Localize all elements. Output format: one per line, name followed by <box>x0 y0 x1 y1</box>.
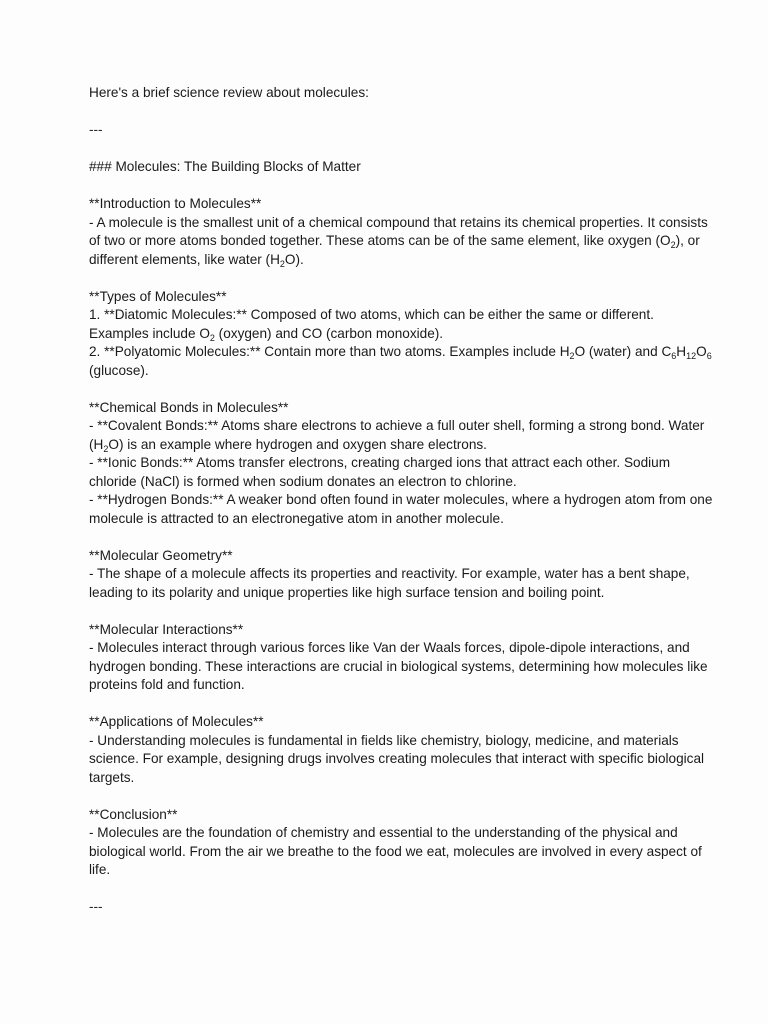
bonds-item-ionic: - **Ionic Bonds:** Atoms transfer electrons, creating charged ions that attract each other. Sodium chloride (NaCl) is formed when sodium donates an electron to chlorine. <box>89 455 671 489</box>
types-item-diatomic: 1. **Diatomic Molecules:** Composed of two atoms, which can be either the same or different. Examples include $O_2$ (oxygen) and CO (carbon monoxide). <box>89 307 654 343</box>
interactions-paragraph: - Molecules interact through various forces like Van der Waals forces, dipole-dipole interactions, and hydrogen bonding. These interactions are crucial in biological systems, determining how molecules like proteins fold and function. <box>89 640 708 692</box>
introduction-paragraph: - A molecule is the smallest unit of a chemical compound that retains its chemical properties. It consists of two or more atoms bonded together. These atoms can be of the same element, like oxygen $(O_2)$, or different elements, like water $(H_2O)$. <box>89 214 708 269</box>
document-heading: ### Molecules: The Building Blocks of Matter <box>89 159 361 174</box>
separator: --- <box>89 122 103 137</box>
intro-line: Here's a brief science review about molecules: <box>89 85 369 100</box>
section-title-types: **Types of Molecules** <box>89 288 227 304</box>
section-title-bonds: **Chemical Bonds in Molecules** <box>89 399 289 415</box>
bonds-item-covalent: - **Covalent Bonds:** Atoms share electrons to achieve a full outer shell, forming a strong bond. Water $(H_2O)$ is an example where hydrogen and oxygen share electrons. <box>89 418 705 454</box>
geometry-paragraph: - The shape of a molecule affects its properties and reactivity. For example, water has a bent shape, leading to its polarity and unique properties like high surface tension and boiling point. <box>89 566 690 600</box>
applications-paragraph: - Understanding molecules is fundamental in fields like chemistry, biology, medicine, and materials science. For example, designing drugs involves creating molecules that interact with specific biological targets. <box>89 732 705 785</box>
section-title-introduction: **Introduction to Molecules** <box>89 196 262 211</box>
types-item-polyatomic: 2. **Polyatomic Molecules:** Contain more than two atoms. Examples include $H_2O$ (water) and $C_6H_{12}O_6$ (glucose). <box>89 344 712 378</box>
end-separator: --- <box>89 899 103 914</box>
conclusion-paragraph: - Molecules are the foundation of chemistry and essential to the understanding of the physical and biological world. From the air we breathe to the food we eat, molecules are involved in every aspect of life. <box>89 825 702 877</box>
section-title-applications: **Applications of Molecules** <box>89 714 264 729</box>
section-title-conclusion: **Conclusion** <box>89 806 178 822</box>
document-body <box>89 84 714 917</box>
bonds-item-hydrogen: - **Hydrogen Bonds:** A weaker bond often found in water molecules, where a hydrogen atom from one molecule is attracted to an electronegative atom in another molecule. <box>89 492 713 526</box>
section-title-geometry: **Molecular Geometry** <box>89 547 233 563</box>
section-title-interactions: **Molecular Interactions** <box>89 621 244 637</box>
